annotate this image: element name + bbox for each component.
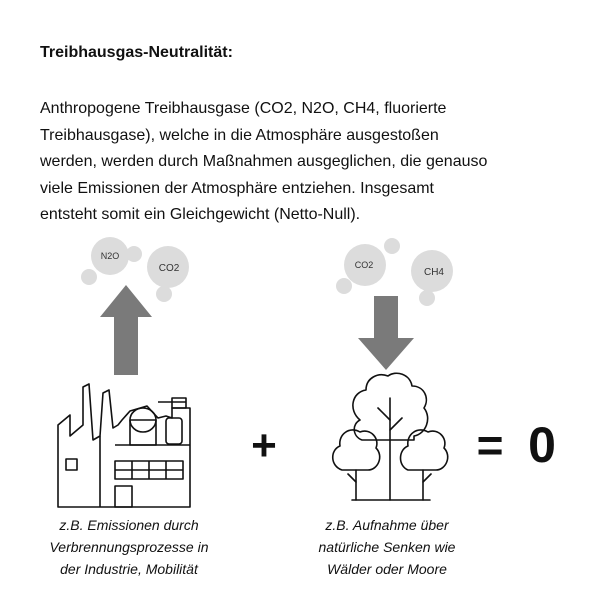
caption-line: z.B. Aufnahme über	[325, 517, 449, 533]
paragraph-line: viele Emissionen der Atmosphäre entziehen. Insgesamt	[40, 179, 434, 197]
trees-icon	[333, 373, 448, 500]
caption-line: natürliche Senken wie	[318, 539, 456, 555]
cloud-puff-icon	[384, 238, 400, 254]
caption-emissions	[14, 514, 244, 580]
cloud-label: CH4	[423, 267, 445, 278]
equals-sign: =	[476, 419, 504, 471]
caption-line: z.B. Emissionen durch	[59, 517, 199, 533]
factory-icon	[58, 384, 190, 507]
arrow-up-icon	[100, 285, 152, 375]
arrow-down-icon	[358, 296, 414, 370]
caption-line: der Industrie, Mobilität	[60, 561, 198, 577]
cloud-puff-icon	[419, 290, 435, 306]
cloud-label: N2O	[100, 251, 120, 261]
cloud-label: CO2	[158, 263, 180, 274]
plus-sign: +	[251, 421, 277, 470]
caption-sinks	[272, 514, 502, 580]
caption-line: Wälder oder Moore	[327, 561, 447, 577]
result-zero: 0	[528, 417, 556, 473]
cloud-label: CO2	[354, 260, 374, 270]
cloud-puff-icon	[81, 269, 97, 285]
cloud-puff-icon	[156, 286, 172, 302]
paragraph-line: werden, werden durch Maßnahmen ausgeglichen, die genauso	[40, 153, 488, 170]
paragraph-line: Anthropogene Treibhausgase (CO2, N2O, CH4, fluorierte	[40, 100, 447, 117]
absorption-clouds	[336, 238, 453, 306]
emission-clouds	[81, 237, 189, 302]
paragraph-line: entsteht somit ein Gleichgewicht (Netto-Null).	[40, 206, 361, 223]
cloud-puff-icon	[126, 246, 142, 262]
page-title: Treibhausgas-Neutralität:	[40, 44, 233, 61]
paragraph-line: Treibhausgase), welche in die Atmosphäre ausgestoßen	[40, 126, 439, 144]
caption-line: Verbrennungsprozesse in	[49, 539, 209, 555]
cloud-puff-icon	[336, 278, 352, 294]
